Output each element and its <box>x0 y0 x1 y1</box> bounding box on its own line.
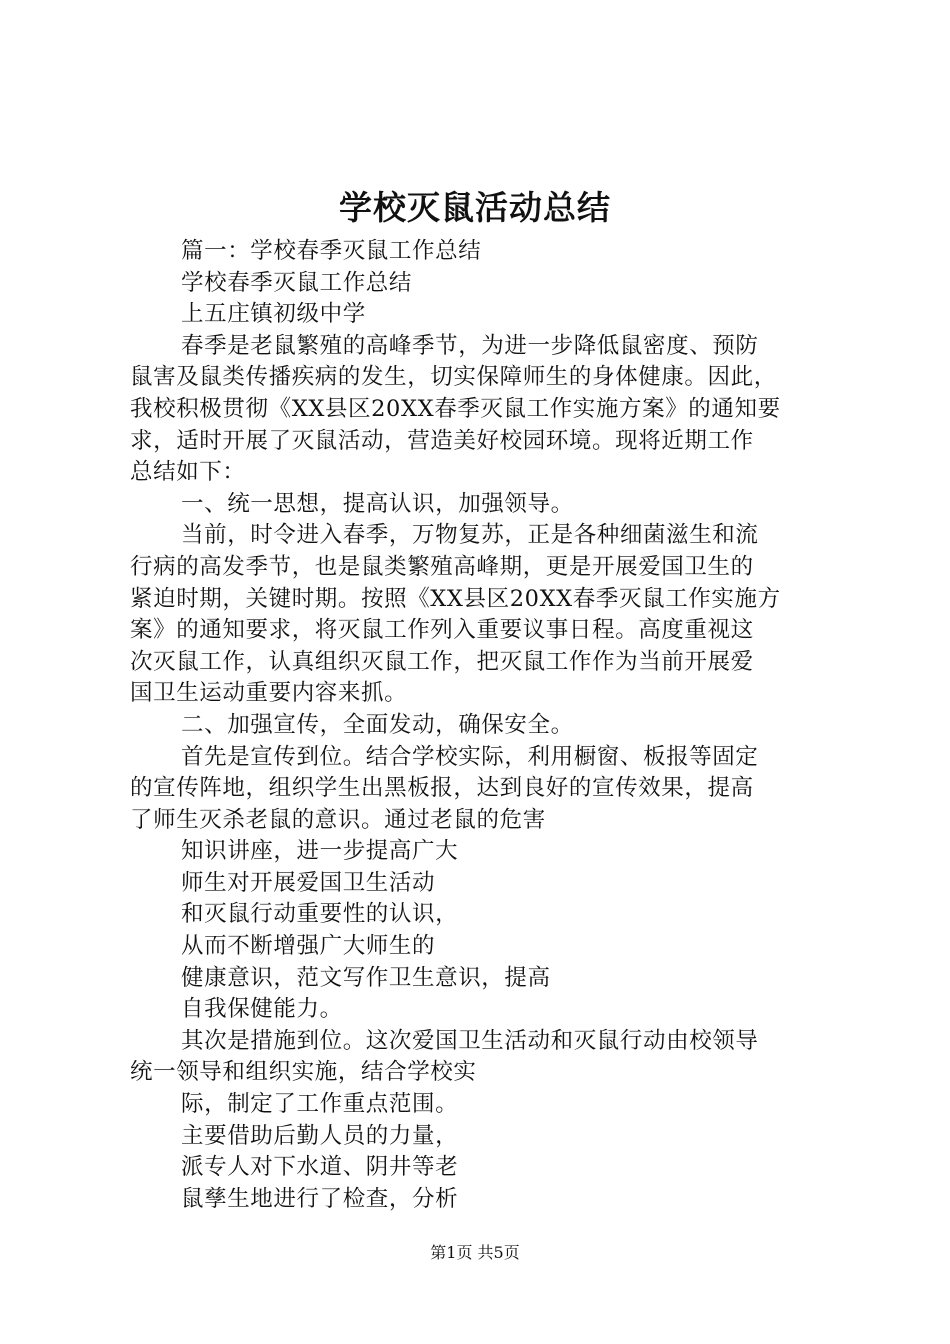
text-line: 和灭鼠行动重要性的认识， <box>181 901 459 928</box>
text-line: 其次是措施到位。这次爱国卫生活动和灭鼠行动由校领导 <box>181 1027 759 1054</box>
text-line: 统一领导和组织实施，结合学校实 <box>130 1059 477 1086</box>
text-line: 我校积极贯彻《XX县区20XX春季灭鼠工作实施方案》的通知要 <box>130 395 781 422</box>
text-line: 知识讲座，进一步提高广大 <box>181 838 459 865</box>
text-line: 主要借助后勤人员的力量， <box>181 1122 459 1149</box>
text-line: 案》的通知要求，将灭鼠工作列入重要议事日程。高度重视这 <box>130 617 754 644</box>
text-line: 次灭鼠工作，认真组织灭鼠工作，把灭鼠工作作为当前开展爱 <box>130 648 754 675</box>
text-line: 首先是宣传到位。结合学校实际，利用橱窗、板报等固定 <box>181 743 759 770</box>
page-footer: 第1页 共5页 <box>430 1243 520 1262</box>
text-line: 上五庄镇初级中学 <box>181 301 366 328</box>
text-line: 健康意识，范文写作卫生意识，提高 <box>181 964 551 991</box>
text-line: 二、加强宣传，全面发动，确保安全。 <box>181 711 574 738</box>
document-title: 学校灭鼠活动总结 <box>339 188 611 227</box>
text-line: 师生对开展爱国卫生活动 <box>181 869 436 896</box>
text-line: 当前，时令进入春季，万物复苏，正是各种细菌滋生和流 <box>181 522 759 549</box>
text-line: 鼠孳生地进行了检查，分析 <box>181 1185 459 1212</box>
text-line: 总结如下： <box>130 459 246 486</box>
text-line: 春季是老鼠繁殖的高峰季节，为进一步降低鼠密度、预防 <box>181 332 759 359</box>
text-line: 国卫生运动重要内容来抓。 <box>130 680 408 707</box>
text-line: 了师生灭杀老鼠的意识。通过老鼠的危害 <box>130 806 546 833</box>
text-line: 紧迫时期，关键时期。按照《XX县区20XX春季灭鼠工作实施方 <box>130 585 781 612</box>
document-body <box>130 236 834 1215</box>
text-line: 鼠害及鼠类传播疾病的发生，切实保障师生的身体健康。因此， <box>130 364 777 391</box>
text-line: 自我保健能力。 <box>181 996 343 1023</box>
text-line: 求，适时开展了灭鼠活动，营造美好校园环境。现将近期工作 <box>130 427 754 454</box>
text-line: 篇一：学校春季灭鼠工作总结 <box>181 238 482 264</box>
text-line: 际，制定了工作重点范围。 <box>181 1091 459 1118</box>
text-line: 一、统一思想，提高认识，加强领导。 <box>181 490 574 517</box>
text-line: 的宣传阵地，组织学生出黑板报，达到良好的宣传效果，提高 <box>130 775 754 802</box>
text-line: 学校春季灭鼠工作总结 <box>181 269 413 296</box>
text-line: 行病的高发季节，也是鼠类繁殖高峰期，更是开展爱国卫生的 <box>130 553 754 580</box>
text-line: 派专人对下水道、阴井等老 <box>181 1154 459 1181</box>
text-line: 从而不断增强广大师生的 <box>181 933 436 960</box>
